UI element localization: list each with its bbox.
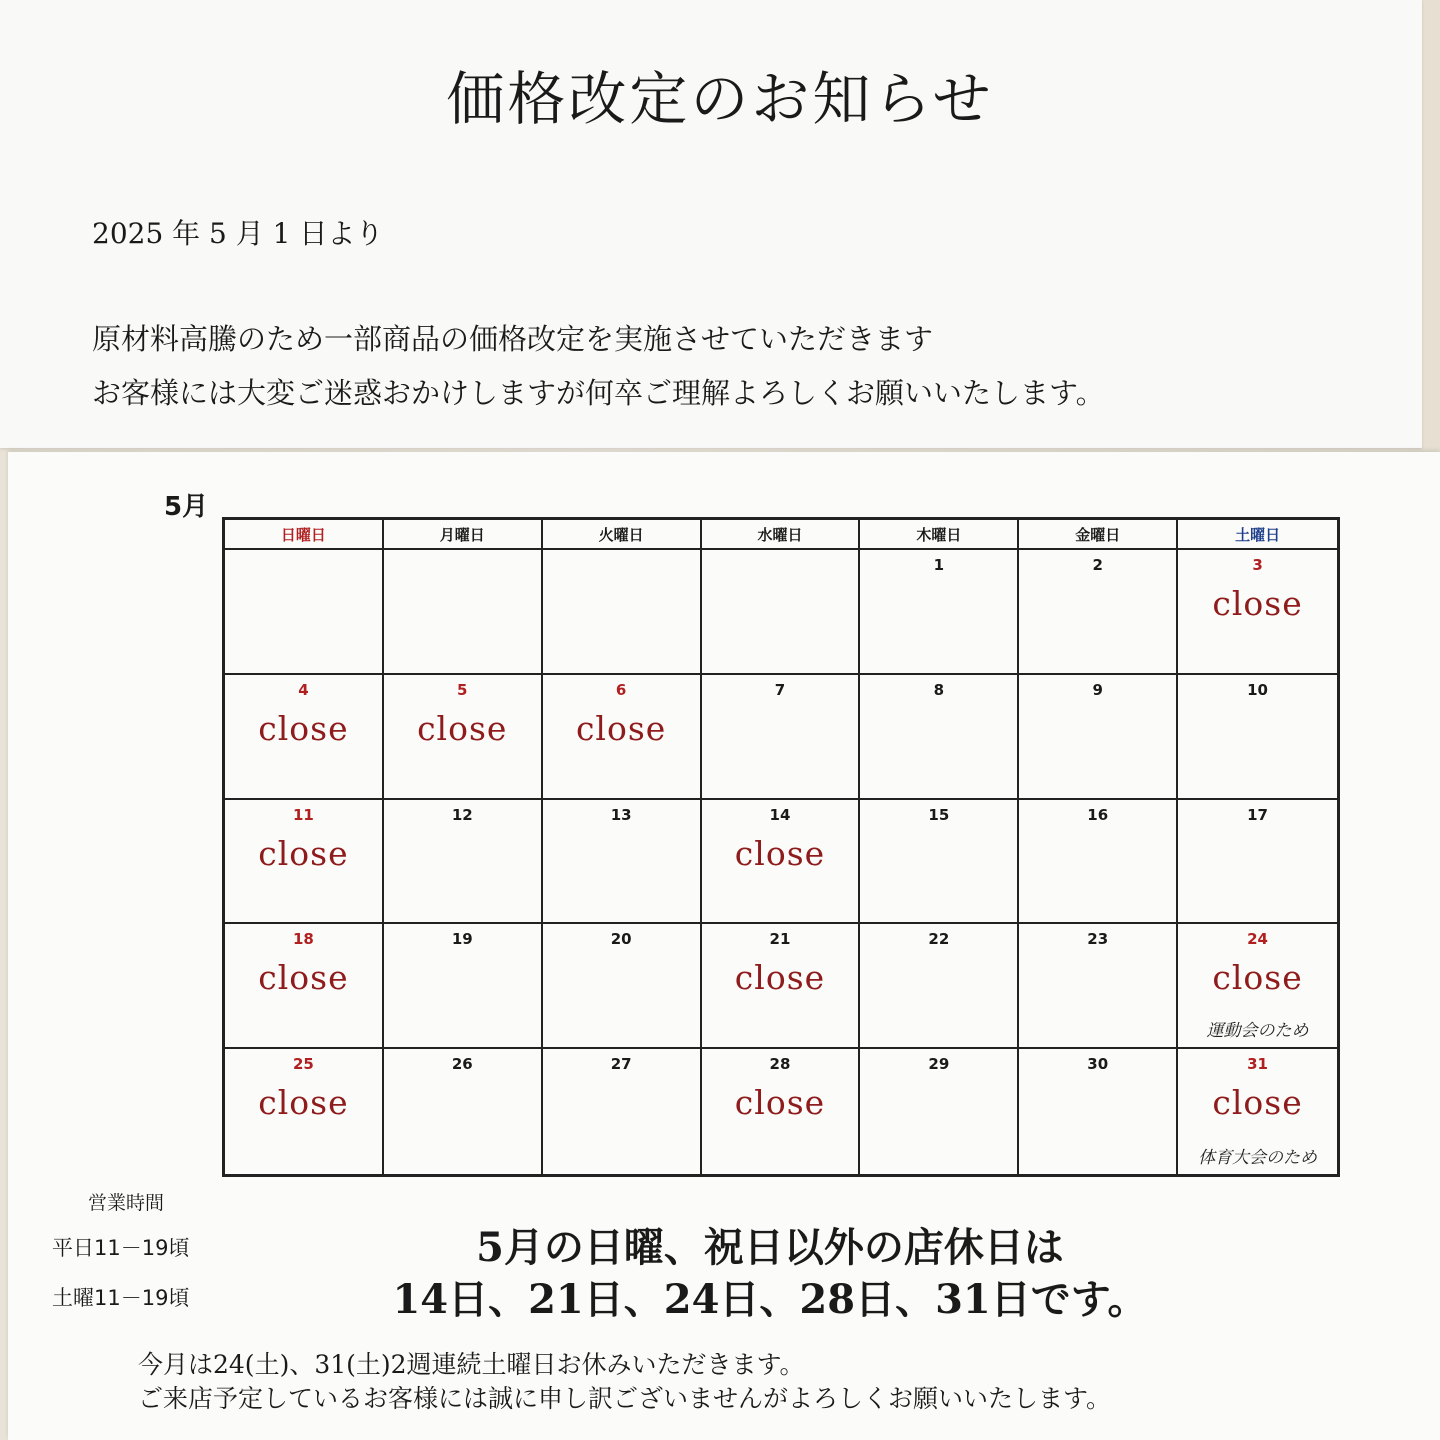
day-number: 19	[451, 930, 473, 949]
holiday-summary-line: 14日、21日、24日、28日、31日です。	[392, 1276, 1148, 1323]
calendar-day-cell	[384, 800, 543, 925]
day-number: 10	[1247, 680, 1268, 699]
footer-note	[138, 1348, 1111, 1416]
calendar-day-cell	[225, 550, 384, 675]
calendar-day-cell	[1019, 924, 1178, 1049]
day-number: 31	[1247, 1055, 1268, 1074]
day-number: 23	[1087, 930, 1109, 949]
calendar-day-cell	[384, 675, 543, 800]
close-label: close	[258, 708, 349, 748]
calendar-day-cell	[225, 800, 384, 925]
weekday-header-thursday: 木曜日	[860, 520, 1019, 550]
holiday-summary-line: 5月の日曜、祝日以外の店休日は	[476, 1224, 1064, 1271]
close-label: close	[258, 833, 349, 873]
day-number: 11	[292, 805, 314, 824]
close-label: close	[734, 833, 826, 873]
footer-note-line: 今月は24(土)、31(土)2週連続土曜日お休みいただきます。	[138, 1350, 805, 1379]
close-label: close	[1212, 1083, 1303, 1123]
day-number: 6	[615, 680, 627, 699]
weekday-header-tuesday: 火曜日	[543, 520, 702, 550]
calendar-day-cell	[860, 800, 1019, 925]
day-number: 20	[610, 930, 632, 949]
weekday-header-monday: 月曜日	[384, 520, 543, 550]
day-number: 7	[774, 680, 786, 699]
calendar-day-cell	[384, 550, 543, 675]
hours-saturday: 土曜11－19頃	[52, 1286, 190, 1310]
calendar-day-cell	[543, 1049, 702, 1174]
day-number: 5	[457, 680, 468, 699]
day-number: 25	[292, 1055, 314, 1074]
calendar-day-cell	[543, 800, 702, 925]
day-number: 24	[1247, 930, 1268, 949]
day-number: 18	[292, 930, 314, 949]
close-label: close	[734, 958, 826, 998]
notice-body	[92, 312, 1105, 420]
weekday-header-sunday: 日曜日	[225, 520, 384, 550]
handwritten-note: 体育大会のため	[1198, 1148, 1318, 1168]
calendar-day-cell	[543, 924, 702, 1049]
close-label: close	[734, 1083, 826, 1123]
day-number: 28	[769, 1055, 791, 1074]
calendar-day-cell	[225, 1049, 384, 1174]
day-number: 16	[1087, 805, 1109, 824]
calendar-day-cell	[702, 1049, 861, 1174]
calendar-day-cell	[702, 800, 861, 925]
footer-note-line: ご来店予定しているお客様には誠に申し訳ございませんがよろしくお願いいたします。	[138, 1384, 1112, 1413]
hours-weekday: 平日11－19頃	[52, 1236, 190, 1260]
calendar-day-cell	[1178, 550, 1337, 675]
close-label: close	[258, 1083, 349, 1123]
weekday-header-wednesday: 水曜日	[702, 520, 861, 550]
calendar-day-cell	[1019, 675, 1178, 800]
weekday-header-friday: 金曜日	[1019, 520, 1178, 550]
calendar-day-cell	[543, 550, 702, 675]
day-number: 8	[933, 680, 945, 699]
day-number: 22	[928, 930, 950, 949]
day-number: 2	[1092, 556, 1103, 574]
notice-date: 2025 年 5 月 1 日より	[92, 217, 384, 250]
calendar-day-cell	[1019, 1049, 1178, 1174]
calendar-grid	[222, 517, 1340, 1177]
day-number: 12	[451, 805, 473, 824]
month-label: 5月	[164, 492, 209, 522]
notice-body-line: お客様には大変ご迷惑おかけしますが何卒ご理解よろしくお願いいたします。	[92, 376, 1105, 410]
calendar-day-cell	[384, 1049, 543, 1174]
calendar-day-cell	[702, 550, 861, 675]
calendar-day-cell	[860, 1049, 1019, 1174]
day-number: 14	[769, 805, 791, 824]
calendar-day-cell	[543, 675, 702, 800]
day-number: 15	[928, 805, 950, 824]
calendar-day-cell	[1178, 800, 1337, 925]
calendar-day-cell	[860, 675, 1019, 800]
hours-title: 営業時間	[88, 1192, 165, 1214]
calendar-day-cell	[860, 924, 1019, 1049]
close-label: close	[417, 708, 508, 748]
day-number: 29	[928, 1055, 950, 1074]
close-label: close	[1212, 584, 1303, 623]
day-number: 3	[1252, 556, 1263, 574]
calendar-day-cell	[702, 924, 861, 1049]
day-number: 26	[451, 1055, 473, 1074]
close-label: close	[258, 958, 349, 998]
calendar-day-cell	[1178, 1049, 1337, 1174]
holiday-summary	[300, 1222, 1240, 1326]
day-number: 27	[610, 1055, 632, 1074]
calendar-day-cell	[384, 924, 543, 1049]
day-number: 1	[933, 556, 945, 574]
notice-sheet	[0, 0, 1422, 448]
calendar-day-cell	[225, 924, 384, 1049]
notice-title: 価格改定のお知らせ	[446, 65, 994, 133]
weekday-header-saturday: 土曜日	[1178, 520, 1337, 550]
day-number: 9	[1092, 680, 1103, 699]
calendar-day-cell	[702, 675, 861, 800]
calendar-day-cell	[1019, 800, 1178, 925]
close-label: close	[1212, 958, 1303, 998]
day-number: 17	[1247, 805, 1268, 824]
day-number: 30	[1087, 1055, 1109, 1074]
calendar-day-cell	[1019, 550, 1178, 675]
calendar-day-cell	[1178, 924, 1337, 1049]
calendar-day-cell	[1178, 675, 1337, 800]
day-number: 21	[769, 930, 791, 949]
day-number: 13	[610, 805, 632, 824]
close-label: close	[575, 708, 667, 748]
day-number: 4	[298, 680, 309, 699]
calendar-day-cell	[860, 550, 1019, 675]
calendar-day-cell	[225, 675, 384, 800]
notice-body-line: 原材料高騰のため一部商品の価格改定を実施させていただきます	[92, 322, 934, 356]
handwritten-note: 運動会のため	[1206, 1021, 1309, 1042]
